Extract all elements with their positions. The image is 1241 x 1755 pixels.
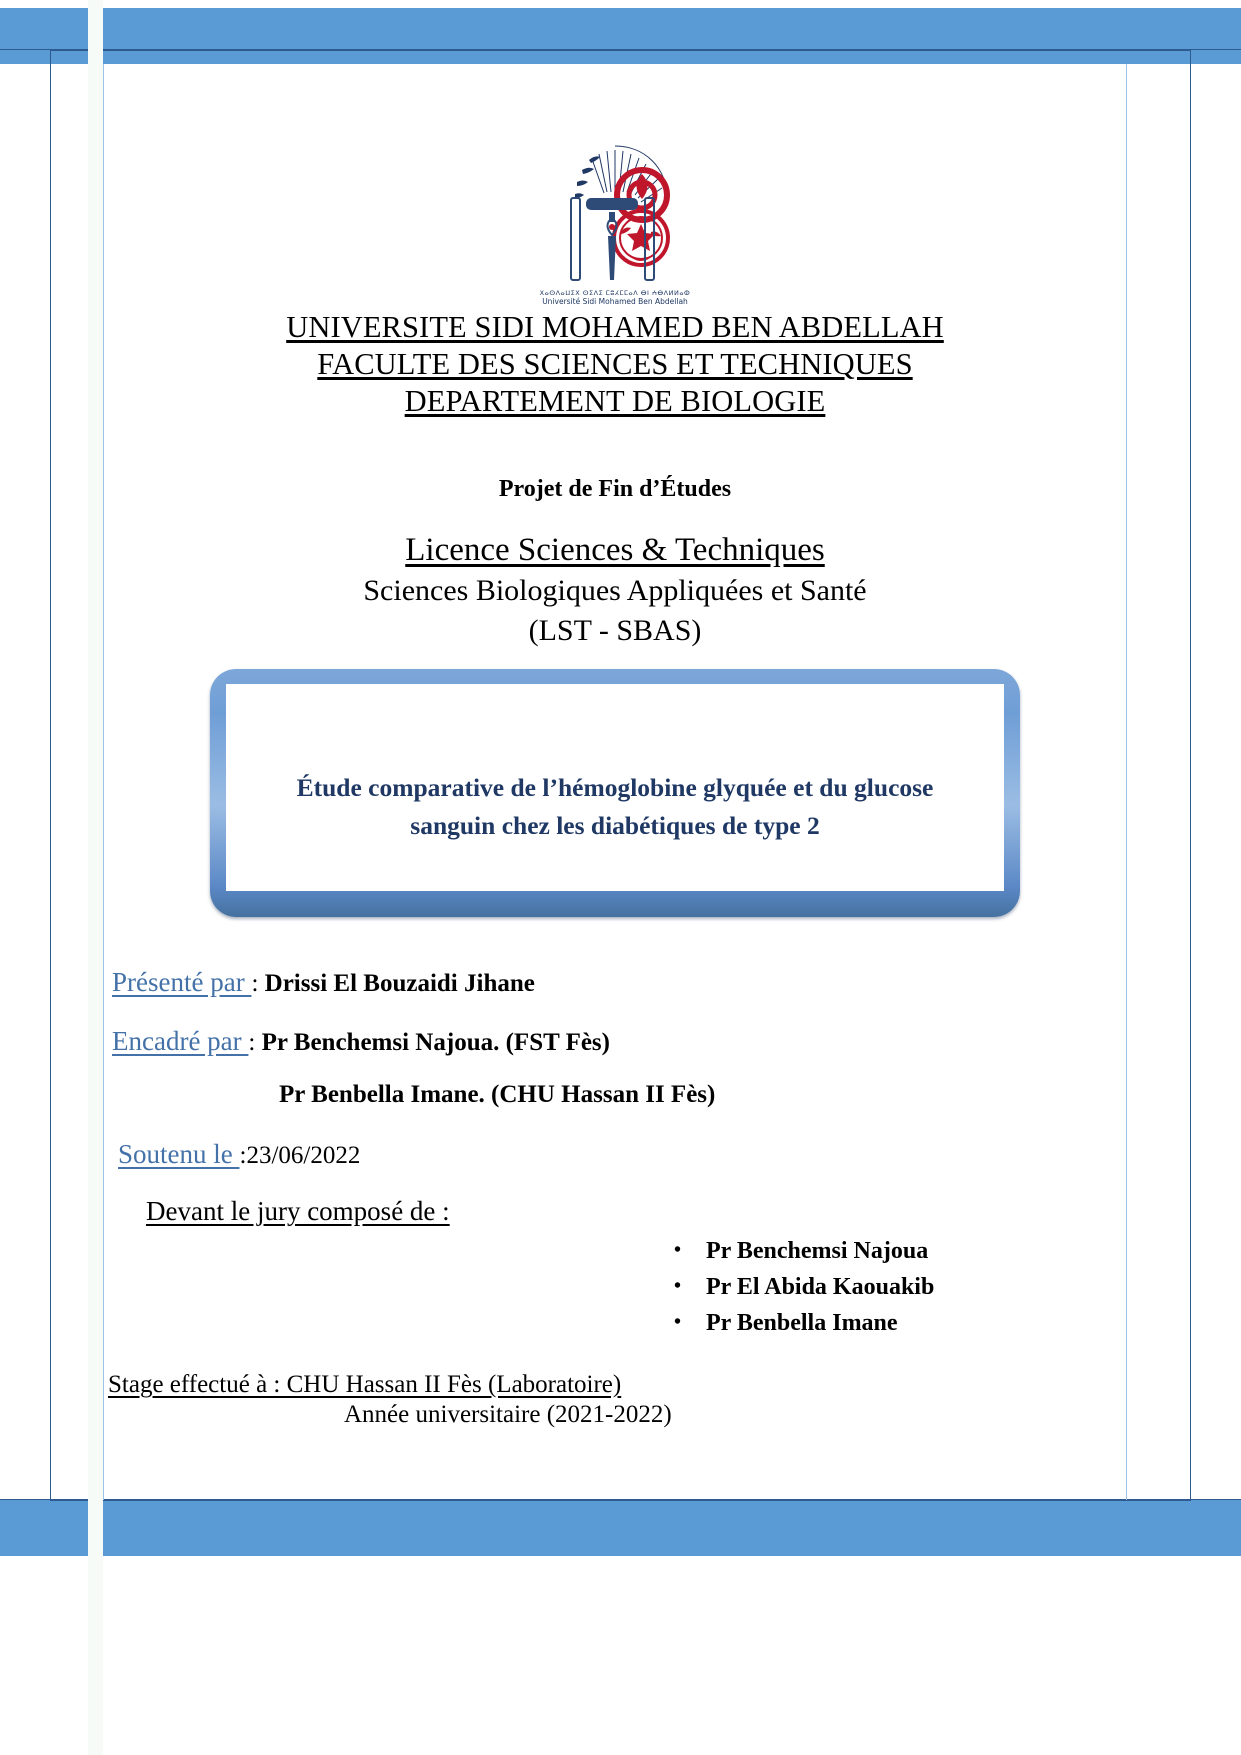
thesis-title-box bbox=[210, 669, 1020, 917]
department-name-line: DEPARTEMENT DE BIOLOGIE bbox=[404, 384, 826, 418]
defense-date-separator: : bbox=[239, 1142, 247, 1169]
logo-caption-latin: Université Sidi Mohamed Ben Abdellah bbox=[542, 297, 688, 306]
internship-row bbox=[104, 1371, 1126, 1399]
jury-member-name: Pr El Abida Kaouakib bbox=[706, 1274, 935, 1300]
supervised-by-row bbox=[104, 1026, 1126, 1057]
border-frame-bottom bbox=[50, 1500, 1191, 1501]
presented-by-value: Drissi El Bouzaidi Jihane bbox=[264, 970, 535, 997]
supervised-by-label: Encadré par bbox=[112, 1026, 249, 1056]
jury-heading: Devant le jury composé de : bbox=[146, 1196, 450, 1226]
jury-member-list bbox=[104, 1233, 1126, 1341]
defense-date-value: 23/06/2022 bbox=[246, 1142, 361, 1169]
degree-code: (LST - SBAS) bbox=[528, 614, 702, 647]
thesis-title-box-inner bbox=[226, 684, 1004, 891]
jury-member-name: Pr Benbella Imane bbox=[706, 1310, 898, 1336]
supervised-by-value-secondary: Pr Benbella Imane. (CHU Hassan II Fès) bbox=[279, 1081, 716, 1108]
jury-member-item bbox=[674, 1269, 1126, 1305]
border-frame-right bbox=[1190, 50, 1191, 1500]
faculty-name-line: FACULTE DES SCIENCES ET TECHNIQUES bbox=[317, 347, 913, 381]
credits-block bbox=[104, 967, 1126, 1341]
border-rule-top bbox=[0, 49, 1241, 50]
border-bar-top-left bbox=[0, 8, 88, 64]
footer-block bbox=[104, 1371, 1126, 1429]
border-gap-left bbox=[88, 0, 103, 1755]
supervised-by-value-primary: Pr Benchemsi Najoua. (FST Fès) bbox=[261, 1029, 610, 1056]
content-outline-right bbox=[1126, 64, 1127, 1500]
academic-year: Année universitaire (2021-2022) bbox=[344, 1401, 672, 1428]
usmba-logo-icon bbox=[549, 132, 681, 284]
border-bar-bottom-right bbox=[103, 1500, 1241, 1556]
jury-heading-row bbox=[104, 1196, 1126, 1227]
bullet-icon: • bbox=[674, 1275, 682, 1297]
thesis-title bbox=[257, 731, 973, 845]
bullet-icon: • bbox=[674, 1239, 682, 1261]
jury-member-item bbox=[674, 1305, 1126, 1341]
presented-by-row bbox=[104, 967, 1126, 998]
project-type-label: Projet de Fin d’Études bbox=[498, 476, 732, 502]
defense-date-label: Soutenu le bbox=[118, 1139, 240, 1169]
degree-block bbox=[104, 530, 1126, 651]
presented-by-separator: : bbox=[251, 970, 265, 997]
border-frame-top bbox=[50, 50, 1191, 51]
logo-block bbox=[104, 64, 1126, 307]
presented-by-label: Présenté par bbox=[112, 967, 252, 997]
border-bar-bottom-left bbox=[0, 1500, 88, 1556]
jury-member-name: Pr Benchemsi Najoua bbox=[706, 1238, 929, 1264]
bullet-icon: • bbox=[674, 1311, 682, 1333]
university-heading bbox=[104, 309, 1126, 420]
degree-title: Licence Sciences & Techniques bbox=[405, 532, 825, 568]
supervised-by-separator: : bbox=[248, 1029, 262, 1056]
internship-location: Stage effectué à : CHU Hassan II Fès (Laboratoire) bbox=[108, 1371, 622, 1398]
border-bar-top-right bbox=[103, 8, 1241, 64]
thesis-title-line-1: Étude comparative de l’hémoglobine glyquée et du glucose bbox=[296, 772, 934, 802]
university-logo bbox=[549, 132, 681, 284]
logo-caption-tifinagh: ⵝⴰⵙⴷⴰⵡⵉⵝ ⵙⵉⴷⵉ ⵎⵓⵃⵎⵎⴰⴷ ⴱⵏ ⵄⴱⴷⵍⵍⴰⵀ bbox=[539, 289, 691, 297]
cover-page-content bbox=[104, 64, 1126, 1500]
defense-date-row bbox=[104, 1139, 1126, 1170]
border-frame-left bbox=[50, 50, 51, 1500]
thesis-title-line-2: sanguin chez les diabétiques de type 2 bbox=[410, 810, 820, 840]
university-name-line: UNIVERSITE SIDI MOHAMED BEN ABDELLAH bbox=[286, 310, 944, 344]
jury-member-item bbox=[674, 1233, 1126, 1269]
supervised-by-row-secondary bbox=[104, 1079, 1126, 1109]
degree-specialty: Sciences Biologiques Appliquées et Santé bbox=[363, 574, 867, 607]
